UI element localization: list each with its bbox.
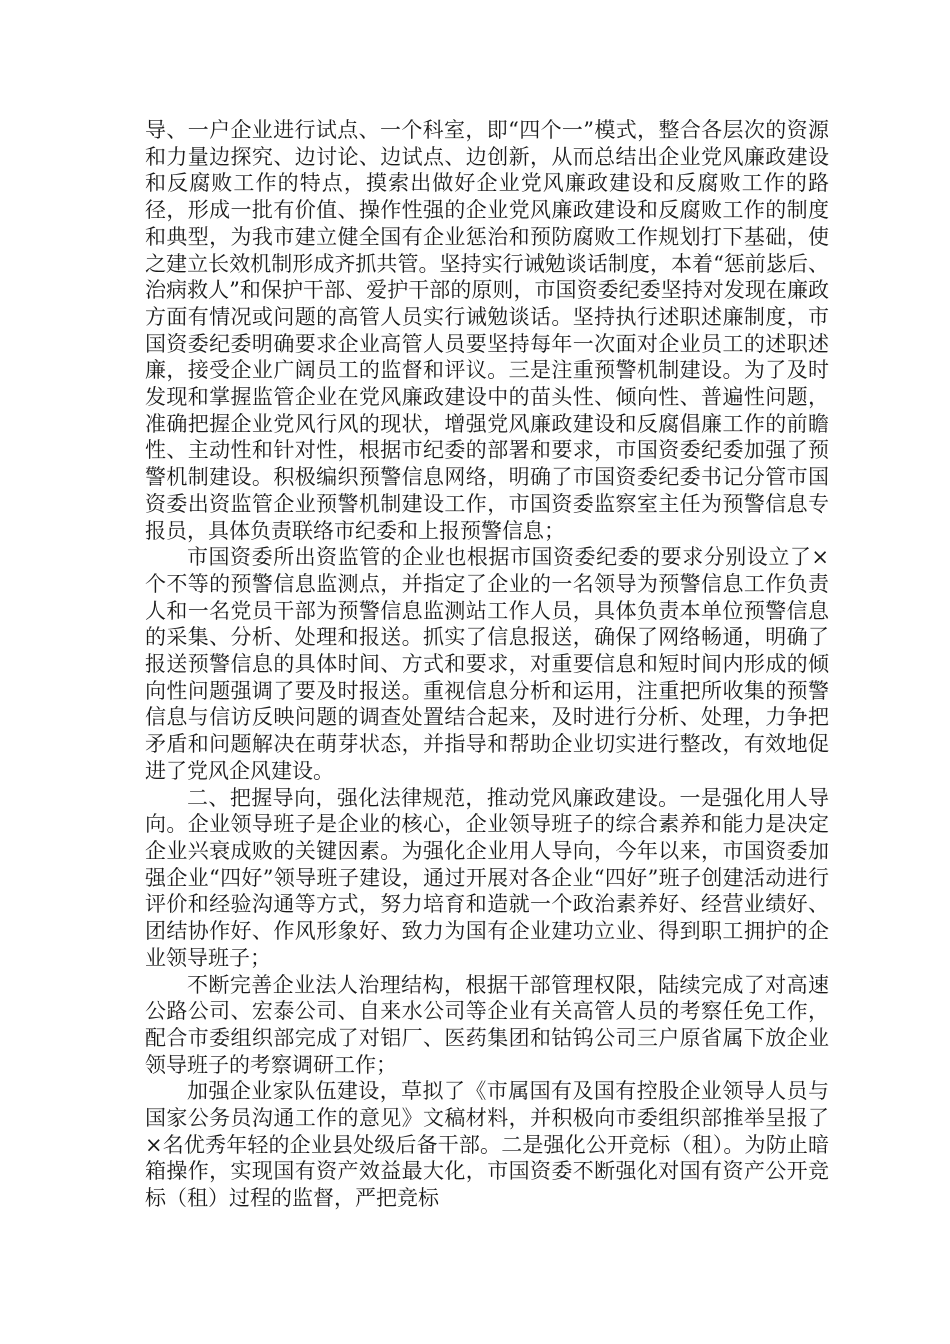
paragraph-3: 二、把握导向，强化法律规范，推动党风廉政建设。一是强化用人导向。企业领导班子是企业的核心，企业领导班子的综合素养和能力是决定企业兴衰成败的关键因素。为强化企业用人导向，今年以来，市国资委加强企业“四好”领导班子建设，通过开展对各企业“四好”班子创建活动进行评价和经验沟通等方式，努力培育和造就一个政治素养好、经营业绩好、团结协作好、作风形象好、致力为国有企业建功立业、得到职工拥护的企业领导班子； [145, 785, 829, 970]
paragraph-4: 不断完善企业法人治理结构，根据干部管理权限，陆续完成了对高速公路公司、宏泰公司、自来水公司等企业有关高管人员的考察任免工作，配合市委组织部完成了对铝厂、医药集团和钴钨公司三户原省属下放企业领导班子的考察调研工作； [145, 972, 829, 1077]
paragraph-5: 加强企业家队伍建设，草拟了《市属国有及国有控股企业领导人员与国家公务员沟通工作的意见》文稿材料，并积极向市委组织部推举呈报了×名优秀年轻的企业县处级后备干部。二是强化公开竞标（租）。为防止暗箱操作，实现国有资产效益最大化，市国资委不断强化对国有资产公开竞标（租）过程的监督，严把竞标 [145, 1079, 829, 1211]
document-page [145, 117, 829, 1212]
paragraph-1: 导、一户企业进行试点、一个科室，即“四个一”模式，整合各层次的资源和力量边探究、边讨论、边试点、边创新，从而总结出企业党风廉政建设和反腐败工作的特点，摸索出做好企业党风廉政建设和反腐败工作的路径，形成一批有价值、操作性强的企业党风廉政建设和反腐败工作的制度和典型，为我市建立健全国有企业惩治和预防腐败工作规划打下基础，使之建立长效机制形成齐抓共管。坚持实行诫勉谈话制度，本着“惩前毖后、治病救人”和保护干部、爱护干部的原则，市国资委纪委坚持对发现在廉政方面有情况或问题的高管人员实行诫勉谈话。坚持执行述职述廉制度，市国资委纪委明确要求企业高管人员要坚持每年一次面对企业员工的述职述廉，接受企业广阔员工的监督和评议。三是注重预警机制建设。为了及时发现和掌握监管企业在党风廉政建设中的苗头性、倾向性、普遍性问题，准确把握企业党风行风的现状，增强党风廉政建设和反腐倡廉工作的前瞻性、主动性和针对性，根据市纪委的部署和要求，市国资委纪委加强了预警机制建设。积极编织预警信息网络，明确了市国资委纪委书记分管市国资委出资监管企业预警机制建设工作，市国资委监察室主任为预警信息专报员，具体负责联络市纪委和上报预警信息； [145, 118, 829, 543]
paragraph-2: 市国资委所出资监管的企业也根据市国资委纪委的要求分别设立了×个不等的预警信息监测点，并指定了企业的一名领导为预警信息工作负责人和一名党员干部为预警信息监测站工作人员，具体负责本单位预警信息的采集、分析、处理和报送。抓实了信息报送，确保了网络畅通，明确了报送预警信息的具体时间、方式和要求，对重要信息和短时间内形成的倾向性问题强调了要及时报送。重视信息分析和运用，注重把所收集的预警信息与信访反映问题的调查处置结合起来，及时进行分析、处理，力争把矛盾和问题解决在萌芽状态，并指导和帮助企业切实进行整改，有效地促进了党风企风建设。 [145, 545, 829, 783]
